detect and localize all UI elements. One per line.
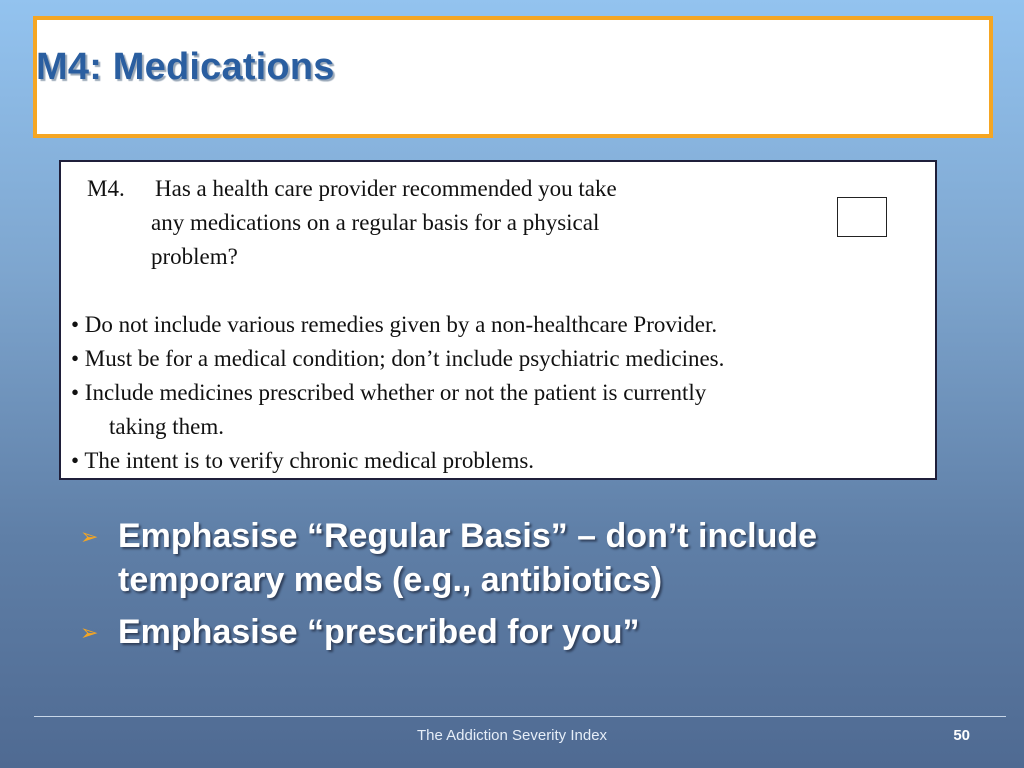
note-item: • Do not include various remedies given by a non-healthcare Provider. xyxy=(71,312,718,337)
arrow-right-icon: ➢ xyxy=(80,525,99,550)
answer-checkbox[interactable] xyxy=(837,197,887,237)
question-line-3: problem? xyxy=(151,244,238,269)
bullet-item xyxy=(80,514,980,602)
question-box xyxy=(59,160,937,480)
note-item-continuation: taking them. xyxy=(109,414,224,439)
arrow-right-icon: ➢ xyxy=(80,621,99,646)
note-item: • The intent is to verify chronic medical problems. xyxy=(71,448,535,473)
footer-title: The Addiction Severity Index xyxy=(416,727,608,744)
bullet-list xyxy=(80,514,980,666)
page-number: 50 xyxy=(953,727,970,744)
footer-divider xyxy=(34,716,1006,717)
note-item: • Must be for a medical condition; don’t include psychiatric medicines. xyxy=(71,346,725,371)
bullet-text: Emphasise “prescribed for you” xyxy=(118,613,640,651)
question-line-2: any medications on a regular basis for a physical xyxy=(151,210,600,235)
note-item: • Include medicines prescribed whether or not the patient is currently xyxy=(71,380,707,405)
bullet-item xyxy=(80,610,980,658)
bullet-text: Emphasise “Regular Basis” – don’t include temporary meds (e.g., antibiotics) xyxy=(118,517,818,599)
slide-title: M4: Medications xyxy=(36,46,335,88)
question-number: M4. xyxy=(87,176,125,201)
question-line-1: Has a health care provider recommended you take xyxy=(155,176,617,201)
